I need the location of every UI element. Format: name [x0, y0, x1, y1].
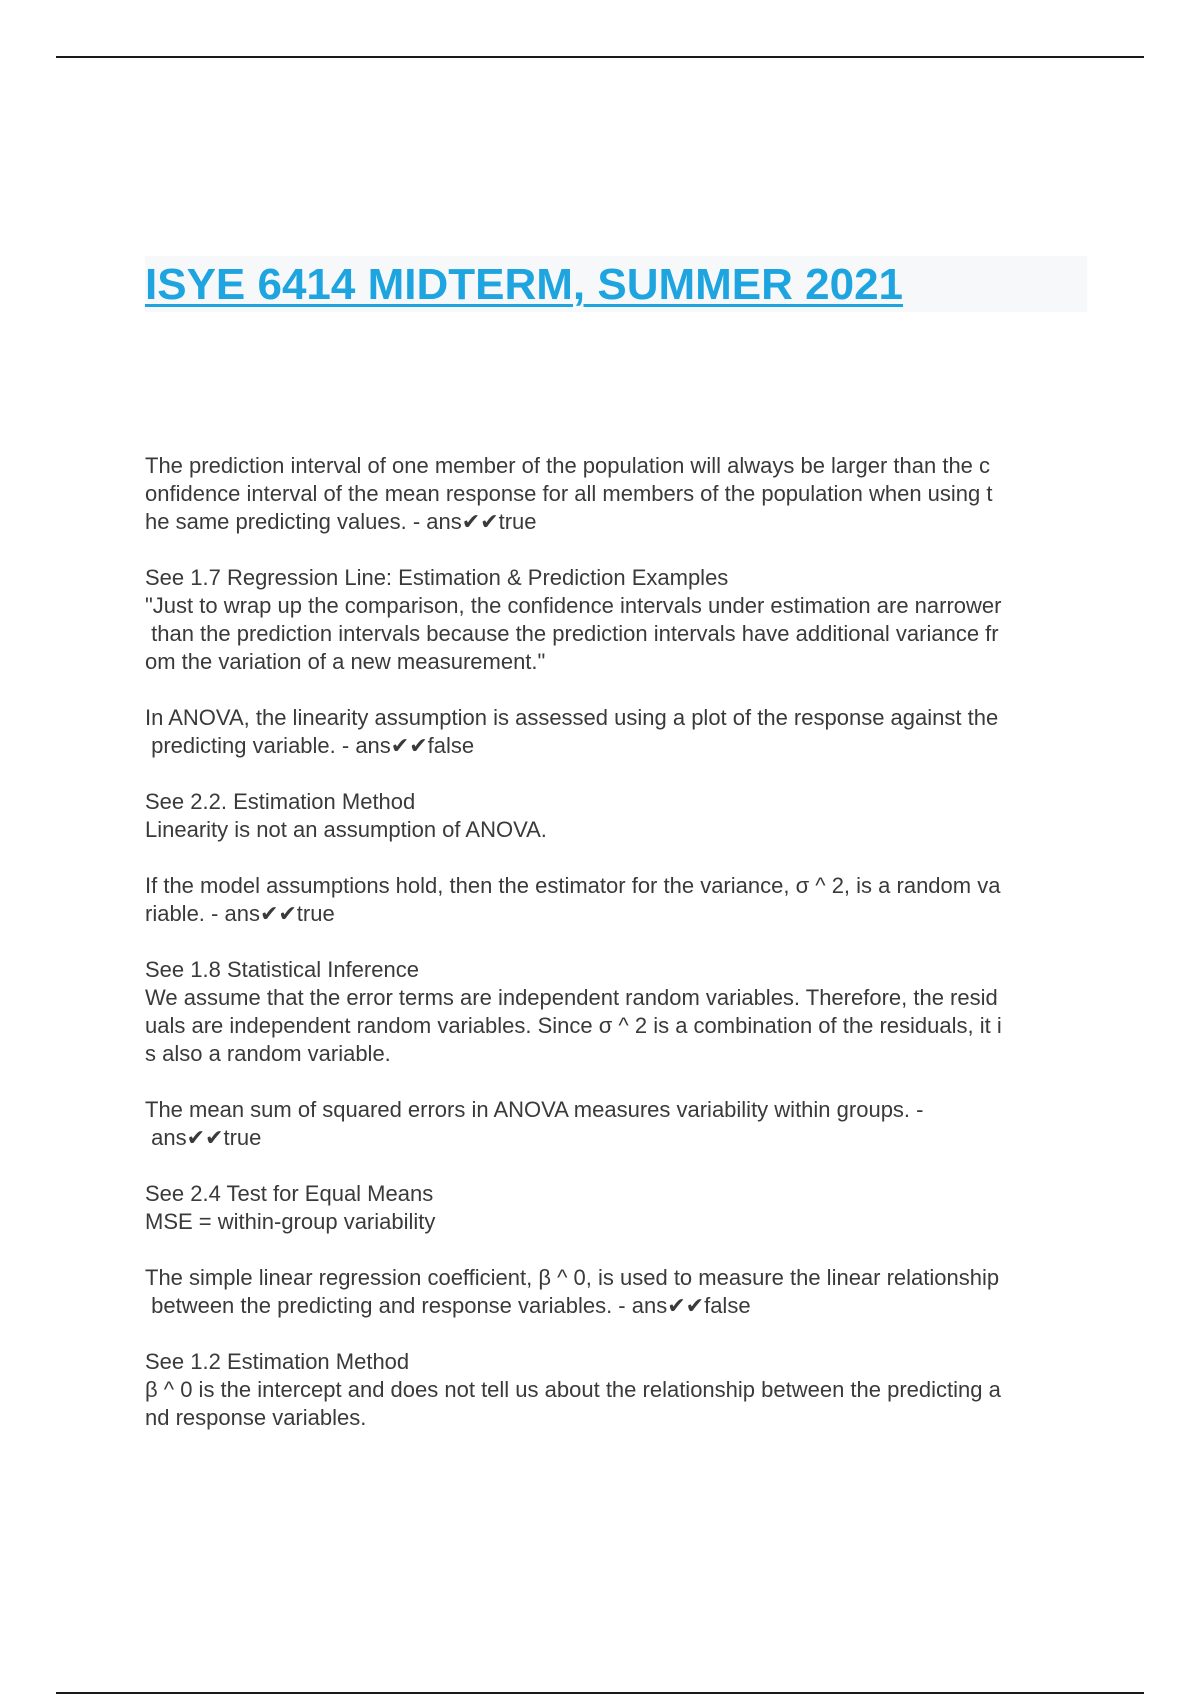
text-line: Linearity is not an assumption of ANOVA.: [145, 817, 547, 842]
text-line: We assume that the error terms are independent random variables. Therefore, the resid: [145, 985, 998, 1010]
paragraph-question-5: [145, 1264, 1090, 1320]
paragraph-explanation-5: [145, 1348, 1090, 1432]
text-line: om the variation of a new measurement.": [145, 649, 546, 674]
text-line: predicting variable. - ans✔✔false: [145, 733, 475, 758]
text-line: ans✔✔true: [145, 1125, 262, 1150]
text-line: See 1.2 Estimation Method: [145, 1349, 410, 1374]
text-line: MSE = within-group variability: [145, 1209, 436, 1234]
bottom-rule: [56, 1692, 1144, 1694]
paragraph-explanation-3: [145, 956, 1090, 1068]
text-line: onfidence interval of the mean response for all members of the population when using t: [145, 481, 993, 506]
text-line: β ^ 0 is the intercept and does not tell us about the relationship between the predicting a: [145, 1377, 1001, 1402]
text-line: See 1.8 Statistical Inference: [145, 957, 419, 982]
top-rule: [56, 56, 1144, 58]
paragraph-explanation-1: [145, 564, 1090, 676]
text-line: The mean sum of squared errors in ANOVA measures variability within groups. -: [145, 1097, 924, 1122]
text-line: between the predicting and response variables. - ans✔✔false: [145, 1293, 751, 1318]
text-line: "Just to wrap up the comparison, the confidence intervals under estimation are narrower: [145, 593, 1002, 618]
text-line: he same predicting values. - ans✔✔true: [145, 509, 537, 534]
paragraph-explanation-4: [145, 1180, 1090, 1236]
text-line: than the prediction intervals because the prediction intervals have additional variance fr: [145, 621, 999, 646]
text-line: See 2.2. Estimation Method: [145, 789, 416, 814]
paragraph-question-2: [145, 704, 1090, 760]
document-title: ISYE 6414 MIDTERM, SUMMER 2021: [145, 260, 904, 309]
text-line: If the model assumptions hold, then the estimator for the variance, σ ^ 2, is a random va: [145, 873, 1001, 898]
text-line: The prediction interval of one member of the population will always be larger than the c: [145, 453, 991, 478]
text-line: See 1.7 Regression Line: Estimation & Prediction Examples: [145, 565, 729, 590]
paragraph-explanation-2: [145, 788, 1090, 844]
text-line: In ANOVA, the linearity assumption is assessed using a plot of the response against the: [145, 705, 999, 730]
text-line: riable. - ans✔✔true: [145, 901, 335, 926]
paragraph-question-3: [145, 872, 1090, 928]
document-body: [145, 452, 1090, 1460]
text-line: See 2.4 Test for Equal Means: [145, 1181, 434, 1206]
text-line: s also a random variable.: [145, 1041, 391, 1066]
text-line: nd response variables.: [145, 1405, 367, 1430]
text-line: The simple linear regression coefficient, β ^ 0, is used to measure the linear relationship: [145, 1265, 1000, 1290]
paragraph-question-4: [145, 1096, 1090, 1152]
paragraph-question-1: [145, 452, 1090, 536]
text-line: uals are independent random variables. Since σ ^ 2 is a combination of the residuals, it i: [145, 1013, 1002, 1038]
